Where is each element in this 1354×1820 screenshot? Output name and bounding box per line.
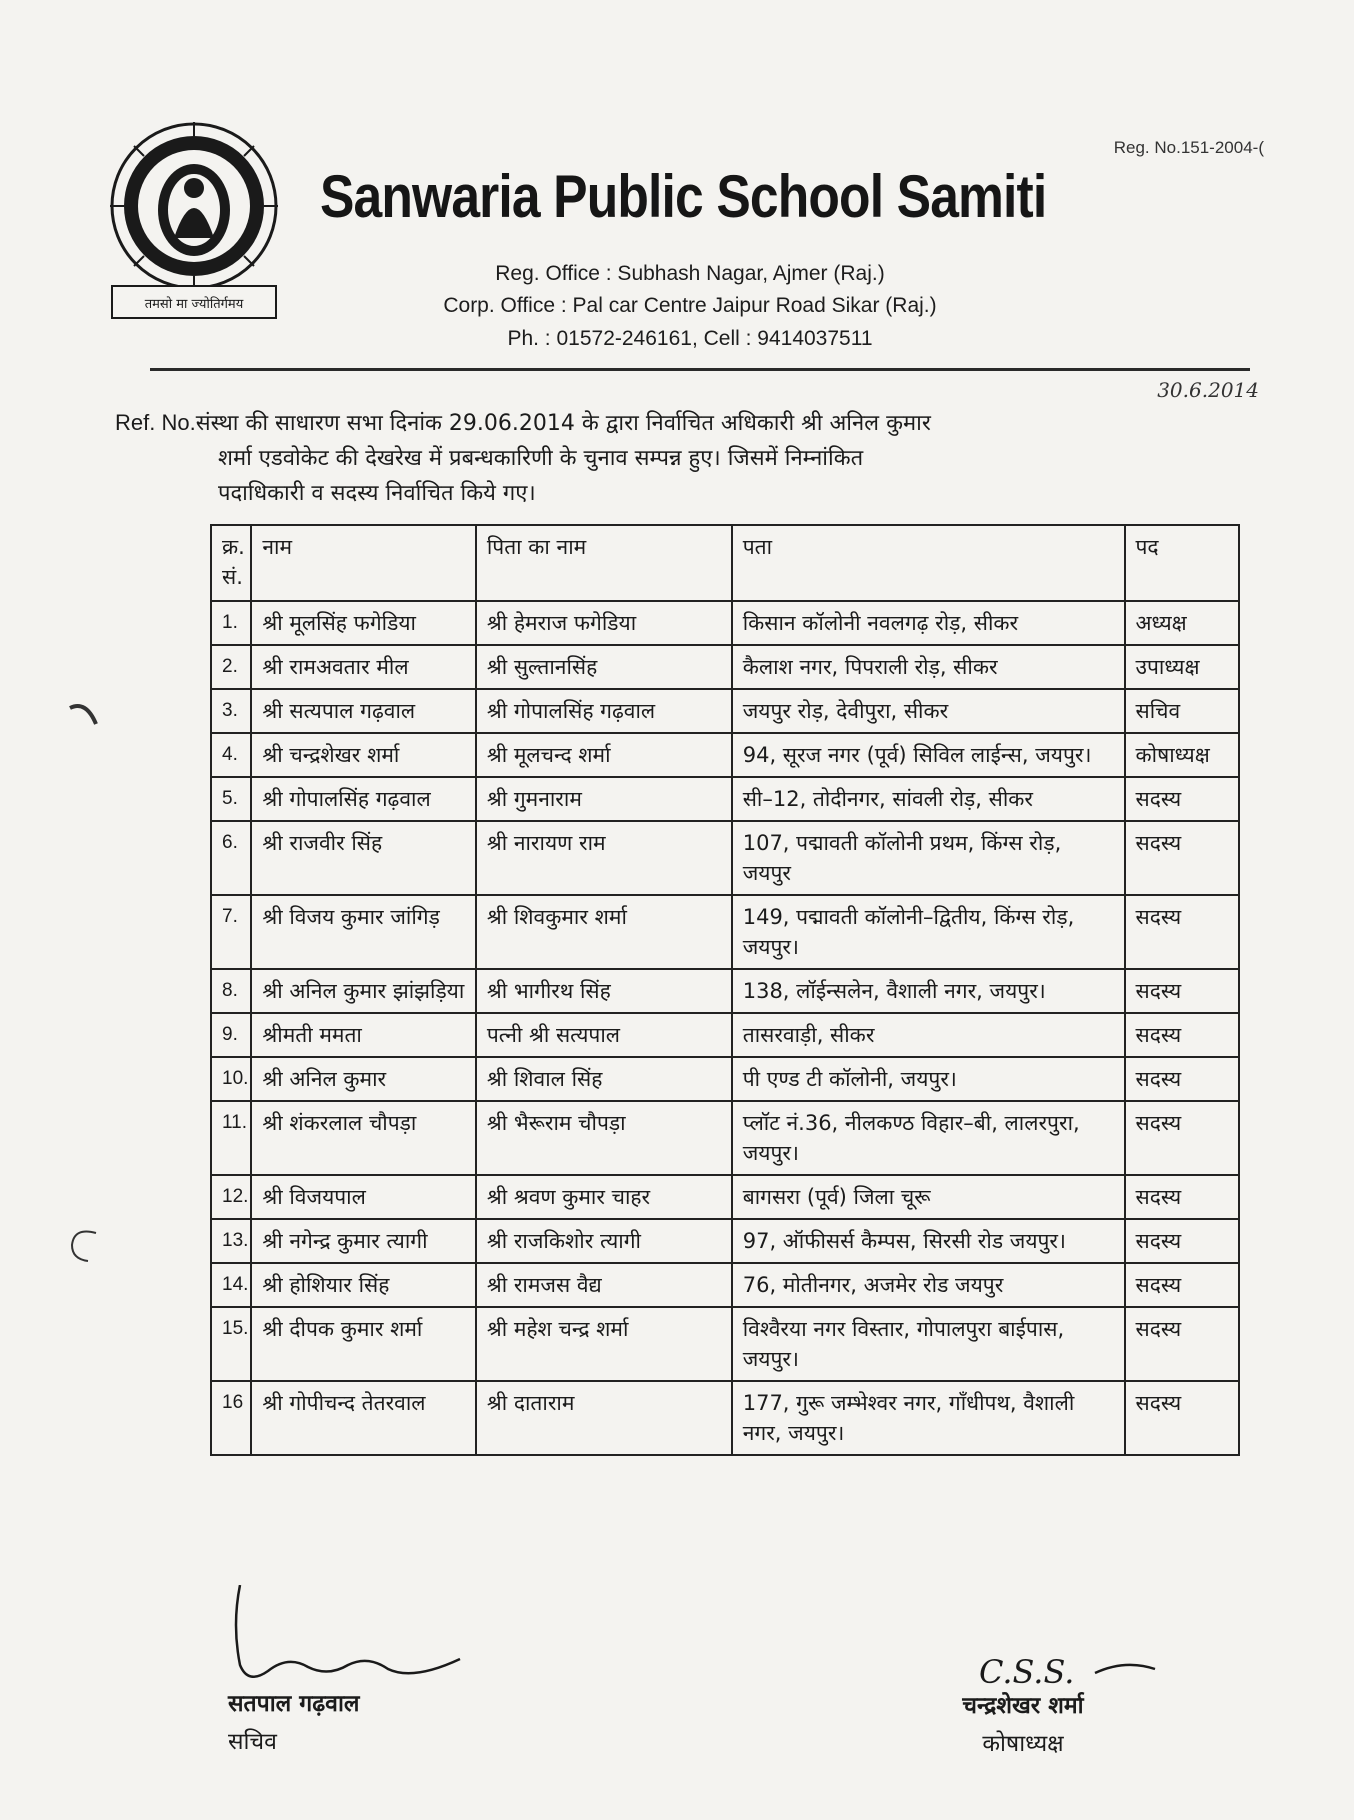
left-signatory-name: सतपाल गढ़वाल (228, 1691, 360, 1717)
left-signatory-role: सचिव (228, 1729, 277, 1755)
row-serial: 4. (211, 733, 251, 777)
row-address: 177, गुरू जम्भेश्वर नगर, गाँधीपथ, वैशाली नगर, जयपुर। (732, 1381, 1125, 1455)
registration-number: Reg. No.151-2004-( (1113, 138, 1264, 157)
row-serial: 1. (211, 601, 251, 645)
table-row (211, 689, 1239, 733)
row-position: सदस्य (1125, 1307, 1240, 1381)
row-serial: 10. (211, 1057, 251, 1101)
row-serial: 8. (211, 969, 251, 1013)
row-serial: 2. (211, 645, 251, 689)
members-table (210, 524, 1240, 1456)
row-address: 97, ऑफीसर्स कैम्पस, सिरसी रोड जयपुर। (732, 1219, 1125, 1263)
row-address: 76, मोतीनगर, अजमेर रोड जयपुर (732, 1263, 1125, 1307)
row-name: श्री राजवीर सिंह (251, 821, 475, 895)
row-serial: 3. (211, 689, 251, 733)
row-address: 107, पद्मावती कॉलोनी प्रथम, किंग्स रोड़, जयपुर (732, 821, 1125, 895)
table-row (211, 1381, 1239, 1455)
row-father-name: श्री शिवाल सिंह (476, 1057, 732, 1101)
row-position: सदस्य (1125, 821, 1240, 895)
row-serial: 6. (211, 821, 251, 895)
row-name: श्री होशियार सिंह (251, 1263, 475, 1307)
school-name: Sanwaria Public School Samiti (320, 163, 1047, 230)
row-address: पी एण्ड टी कॉलोनी, जयपुर। (732, 1057, 1125, 1101)
row-name: श्रीमती ममता (251, 1013, 475, 1057)
row-serial: 7. (211, 895, 251, 969)
row-address: तासरवाड़ी, सीकर (732, 1013, 1125, 1057)
row-father-name: श्री भागीरथ सिंह (476, 969, 732, 1013)
row-serial: 12. (211, 1175, 251, 1219)
row-name: श्री गोपालसिंह गढ़वाल (251, 777, 475, 821)
row-father-name: श्री शिवकुमार शर्मा (476, 895, 732, 969)
left-signature-scribble (228, 1585, 468, 1695)
row-position: सदस्य (1125, 1175, 1240, 1219)
ref-line-3: पदाधिकारी व सदस्य निर्वाचित किये गए। (218, 481, 536, 506)
row-address: प्लॉट नं.36, नीलकण्ठ विहार–बी, लालरपुरा, जयपुर। (732, 1101, 1125, 1175)
row-name: श्री मूलसिंह फगेडिया (251, 601, 475, 645)
row-name: श्री विजय कुमार जांगिड़ (251, 895, 475, 969)
row-address: किसान कॉलोनी नवलगढ़ रोड़, सीकर (732, 601, 1125, 645)
row-name: श्री दीपक कुमार शर्मा (251, 1307, 475, 1381)
col-header-serial: क्र. सं. (211, 525, 251, 601)
table-row (211, 645, 1239, 689)
svg-text:C.S.S.: C.S.S. (979, 1653, 1075, 1691)
row-position: सदस्य (1125, 1381, 1240, 1455)
phone-numbers: Ph. : 01572-246161, Cell : 9414037511 (507, 327, 873, 350)
row-address: विश्वैरया नगर विस्तार, गोपालपुरा बाईपास, जयपुर। (732, 1307, 1125, 1381)
table-row (211, 1219, 1239, 1263)
table-header-row (211, 525, 1239, 601)
header-divider (150, 368, 1250, 371)
ref-label: Ref. No. (115, 410, 196, 435)
row-address: 149, पद्मावती कॉलोनी–द्वितीय, किंग्स रोड़, जयपुर। (732, 895, 1125, 969)
table-row (211, 969, 1239, 1013)
right-signatory-name: चन्द्रशेखर शर्मा (962, 1693, 1084, 1719)
row-serial: 13. (211, 1219, 251, 1263)
row-address: 94, सूरज नगर (पूर्व) सिविल लाईन्स, जयपुर। (732, 733, 1125, 777)
table-row (211, 1175, 1239, 1219)
row-father-name: श्री भैरूराम चौपड़ा (476, 1101, 732, 1175)
row-name: श्री विजयपाल (251, 1175, 475, 1219)
row-name: श्री नगेन्द्र कुमार त्यागी (251, 1219, 475, 1263)
row-name: श्री अनिल कुमार झांझड़िया (251, 969, 475, 1013)
row-father-name: श्री मूलचन्द शर्मा (476, 733, 732, 777)
row-father-name: श्री रामजस वैद्य (476, 1263, 732, 1307)
col-header-name: नाम (251, 525, 475, 601)
row-position: सदस्य (1125, 1013, 1240, 1057)
row-serial: 9. (211, 1013, 251, 1057)
row-father-name: श्री दाताराम (476, 1381, 732, 1455)
row-father-name: पत्नी श्री सत्यपाल (476, 1013, 732, 1057)
row-position: कोषाध्यक्ष (1125, 733, 1240, 777)
right-signatory (928, 1687, 1118, 1763)
right-signatory-role: कोषाध्यक्ष (982, 1731, 1064, 1757)
row-father-name: श्री सुल्तानसिंह (476, 645, 732, 689)
row-position: सदस्य (1125, 1219, 1240, 1263)
row-serial: 15. (211, 1307, 251, 1381)
table-row (211, 1013, 1239, 1057)
row-address: 138, लॉईन्सलेन, वैशाली नगर, जयपुर। (732, 969, 1125, 1013)
row-name: श्री रामअवतार मील (251, 645, 475, 689)
table-row (211, 1101, 1239, 1175)
row-serial: 14. (211, 1263, 251, 1307)
row-address: सी–12, तोदीनगर, सांवली रोड़, सीकर (732, 777, 1125, 821)
row-father-name: श्री श्रवण कुमार चाहर (476, 1175, 732, 1219)
left-signatory (228, 1685, 360, 1761)
row-father-name: श्री गोपालसिंह गढ़वाल (476, 689, 732, 733)
row-address: कैलाश नगर, पिपराली रोड़, सीकर (732, 645, 1125, 689)
table-row (211, 1057, 1239, 1101)
row-position: सदस्य (1125, 969, 1240, 1013)
row-name: श्री गोपीचन्द तेतरवाल (251, 1381, 475, 1455)
ref-line-1: संस्था की साधारण सभा दिनांक 29.06.2014 के द्वारा निर्वाचित अधिकारी श्री अनिल कुमार (195, 411, 931, 436)
row-name: श्री चन्द्रशेखर शर्मा (251, 733, 475, 777)
corp-office: Corp. Office : Pal car Centre Jaipur Road Sikar (Raj.) (443, 294, 937, 317)
table-row (211, 895, 1239, 969)
table-row (211, 1307, 1239, 1381)
row-serial: 5. (211, 777, 251, 821)
row-position: सचिव (1125, 689, 1240, 733)
row-position: सदस्य (1125, 895, 1240, 969)
table-row (211, 733, 1239, 777)
table-row (211, 821, 1239, 895)
hole-punch-ring (66, 1225, 106, 1265)
row-father-name: श्री महेश चन्द्र शर्मा (476, 1307, 732, 1381)
reference-paragraph (115, 405, 1245, 511)
row-father-name: श्री गुमनाराम (476, 777, 732, 821)
row-name: श्री सत्यपाल गढ़वाल (251, 689, 475, 733)
hole-punch-mark (66, 700, 102, 730)
table-row (211, 777, 1239, 821)
row-serial: 11. (211, 1101, 251, 1175)
row-name: श्री शंकरलाल चौपड़ा (251, 1101, 475, 1175)
row-name: श्री अनिल कुमार (251, 1057, 475, 1101)
school-logo (104, 118, 284, 333)
table-row (211, 1263, 1239, 1307)
col-header-father: पिता का नाम (476, 525, 732, 601)
col-header-position: पद (1125, 525, 1240, 601)
row-position: सदस्य (1125, 1057, 1240, 1101)
table-row (211, 601, 1239, 645)
row-position: सदस्य (1125, 1101, 1240, 1175)
row-position: सदस्य (1125, 777, 1240, 821)
row-father-name: श्री राजकिशोर त्यागी (476, 1219, 732, 1263)
row-position: उपाध्यक्ष (1125, 645, 1240, 689)
col-header-address: पता (732, 525, 1125, 601)
row-position: सदस्य (1125, 1263, 1240, 1307)
row-position: अध्यक्ष (1125, 601, 1240, 645)
ref-line-2: शर्मा एडवोकेट की देखरेख में प्रबन्धकारिणी के चुनाव सम्पन्न हुए। जिसमें निम्नांकित (218, 446, 864, 471)
row-father-name: श्री नारायण राम (476, 821, 732, 895)
svg-text:तमसो मा ज्योतिर्गमय: तमसो मा ज्योतिर्गमय (144, 297, 244, 312)
handwritten-date: 30.6.2014 (1157, 378, 1259, 402)
row-serial: 16 (211, 1381, 251, 1455)
row-address: जयपुर रोड़, देवीपुरा, सीकर (732, 689, 1125, 733)
row-father-name: श्री हेमराज फगेडिया (476, 601, 732, 645)
row-address: बागसरा (पूर्व) जिला चूरू (732, 1175, 1125, 1219)
reg-office: Reg. Office : Subhash Nagar, Ajmer (Raj.) (495, 262, 885, 285)
